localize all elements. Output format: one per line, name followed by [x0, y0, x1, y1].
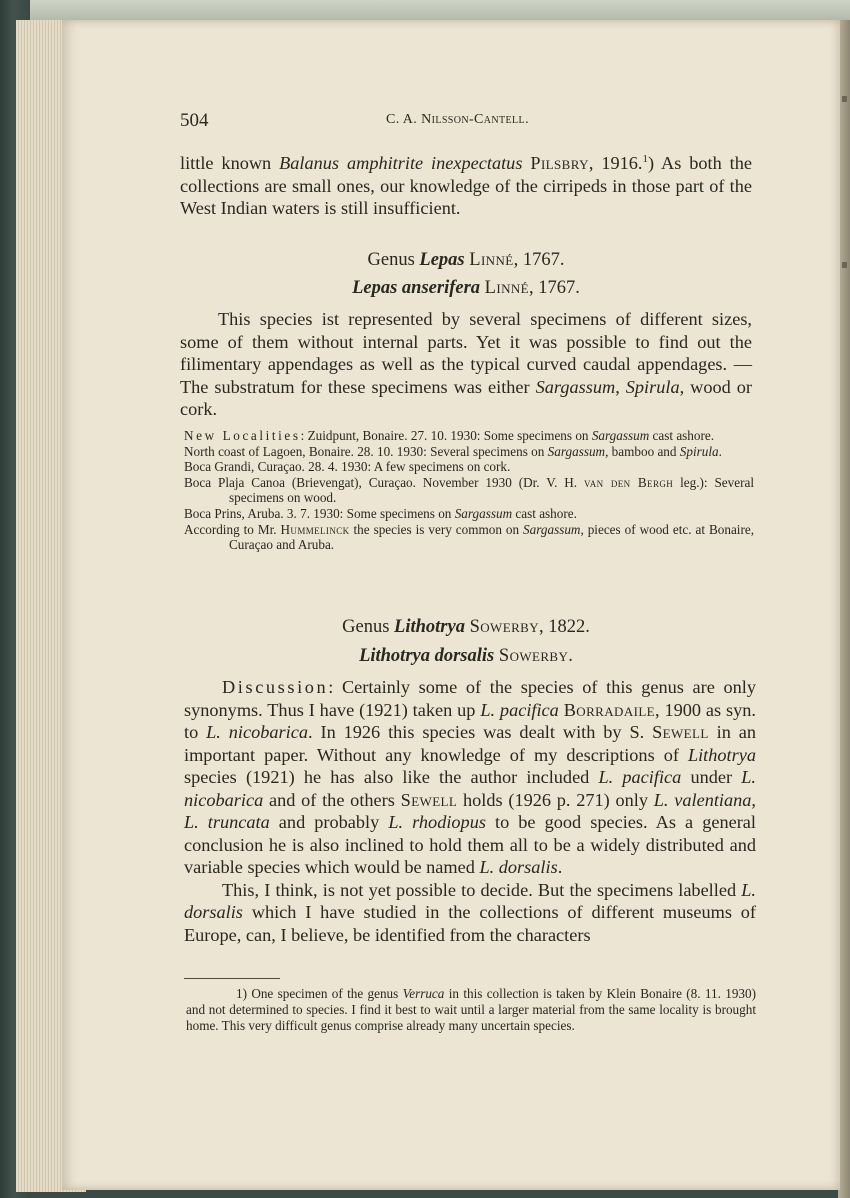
taxon-name: L. pacifica [480, 699, 559, 720]
author-name: Sewell [400, 789, 458, 810]
text: This, I think, is not yet possible to decide. But the specimens labelled [222, 879, 742, 900]
localities-list [184, 428, 754, 553]
taxon-name: L. truncata [184, 812, 270, 832]
locality-entry [184, 475, 754, 506]
lepas-paragraph [180, 308, 752, 421]
edge-mark [842, 262, 847, 268]
footnote-rule [184, 978, 280, 979]
genus-heading-lepas [180, 250, 752, 271]
text: in this collection is taken by Klein Bonaire (8. 11. 1930) and not determined to species. I find it best to wait until a larger material from the same locality is brought home. This very difficult genus comprise already many uncertain species. [186, 986, 756, 1033]
text: cast ashore. [649, 428, 715, 443]
species-name: Balanus amphitrite inexpectatus [279, 153, 523, 174]
person-name: Hummelinck [280, 521, 350, 537]
genus-year: , 1822. [539, 617, 590, 637]
taxon-name: Sargassum [535, 376, 616, 397]
text: to be good species. As a general conclusion he is also inclined to hold them all to be a widely distributed and variable species which would be named [184, 812, 756, 877]
taxon-name: Verruca [402, 986, 445, 1001]
text: holds (1926 p. 271) only [457, 789, 654, 810]
page-number: 504 [180, 110, 209, 131]
species-name: Lithotrya dorsalis [359, 646, 495, 666]
text: Boca Plaja Canoa (Brievengat), Curaçao. November 1930 (Dr. V. H. [184, 474, 585, 490]
text: and probably [269, 812, 389, 832]
text: , wood or cork. [180, 376, 752, 419]
footnote-ref: 1 [642, 153, 648, 165]
text: : Certainly some of the species of this genus are only synonyms. Thus I have (1921) taken up [184, 677, 756, 720]
footnote [186, 986, 756, 1034]
locality-entry [184, 428, 754, 444]
genus-year: , 1767. [513, 250, 565, 270]
text: little known [180, 153, 280, 174]
author-name: Sewell [652, 722, 709, 742]
genus-name: Lepas [419, 250, 465, 270]
locality-entry [184, 459, 754, 475]
text: Boca Grandi, Curaçao. 28. 4. 1930: A few specimens on cork. [184, 459, 511, 475]
taxon-name: Sargassum [547, 443, 606, 459]
taxon-name: Sargassum [591, 428, 650, 443]
genus-author: Linné [469, 250, 514, 270]
text: , 1900 as syn. to [184, 699, 756, 742]
text: which I have studied in the collections of different museums of Europe, can, I believe, be identified from the characters [184, 902, 756, 945]
text: in an important paper. Without any knowledge of my descriptions of [184, 722, 757, 765]
species-heading-lithotrya [180, 646, 752, 667]
taxon-name: L. pacifica [598, 767, 682, 787]
taxon-name: L. dorsalis [479, 857, 558, 877]
taxon-name: Sargassum [454, 505, 513, 521]
taxon-name: Sargassum [523, 521, 581, 537]
discussion-label: Discussion [222, 677, 329, 697]
author-name: Pilsbry [530, 153, 589, 174]
text: and of the others [263, 789, 401, 810]
text: . [568, 646, 573, 666]
text: . [557, 857, 563, 877]
text: North coast of Lagoen, Bonaire. 28. 10. 1930: Several specimens on [184, 443, 548, 459]
taxon-name: L. valentiana [653, 789, 752, 810]
page-header [180, 110, 752, 136]
genus-word: Genus [367, 250, 415, 270]
genus-heading-lithotrya [180, 617, 752, 638]
text: cast ashore. [512, 505, 577, 521]
genus-author: Sowerby [469, 617, 539, 637]
collector-name: van den Bergh [584, 474, 674, 490]
species-name: Lepas anserifera [352, 278, 481, 298]
taxon-name: L. nicobarica [206, 722, 308, 742]
text: , [751, 789, 756, 810]
species-author: Linné [484, 278, 530, 298]
text: 1) One specimen of the genus [236, 986, 403, 1001]
text: This species ist represented by several specimens of different sizes, some of them without internal parts. Yet it was possible to find out the filimentary appendages as well as the typical curved caudal appendages. — The substratum for these specimens was either [180, 309, 752, 397]
taxon-name: L. dorsalis [184, 879, 756, 922]
taxon-name: L. rhodiopus [388, 812, 486, 832]
species-heading-lepas [180, 278, 752, 299]
text: species (1921) he has also like the author included [184, 767, 599, 787]
text: Boca Prins, Aruba. 3. 7. 1930: Some specimens on [184, 505, 455, 521]
taxon-name: Spirula [679, 443, 719, 459]
author-name: Borradaile [563, 699, 656, 720]
text: . In 1926 this species was dealt with by S. [308, 722, 653, 742]
discussion-paragraph [184, 676, 756, 946]
edge-mark [842, 96, 847, 102]
locality-entry [184, 444, 754, 460]
text: , [615, 376, 626, 397]
text: ) As both the collections are small ones, our knowledge of the cirripeds in those part of the West Indian waters is still insufficient. [180, 153, 752, 219]
genus-name: Lithotrya [394, 617, 465, 637]
intro-paragraph [180, 148, 752, 220]
text: , 1916. [588, 153, 643, 174]
text: . [718, 443, 722, 459]
locality-entry [184, 506, 754, 522]
text: , pieces of wood etc. at Bonaire, Curaçao and Aruba. [229, 521, 754, 553]
text: leg.): Several specimens on wood. [229, 474, 754, 506]
text: , bamboo and [605, 443, 680, 459]
genus-word: Genus [342, 617, 390, 637]
text: According to Mr. [184, 521, 281, 537]
taxon-name: Lithotrya [687, 744, 756, 765]
text: under [681, 767, 742, 787]
species-author: Sowerby [498, 646, 569, 666]
text: : Zuidpunt, Bonaire. 27. 10. 1930: Some specimens on [300, 428, 592, 443]
taxon-name: Spirula [625, 376, 680, 397]
text: the species is very common on [349, 521, 524, 537]
running-head: C. A. Nilsson-Cantell. [386, 112, 529, 127]
species-year: , 1767. [529, 278, 580, 298]
locality-entry [184, 522, 754, 553]
taxon-name: L. nicobarica [184, 767, 757, 810]
localities-label: New Localities [184, 428, 301, 443]
